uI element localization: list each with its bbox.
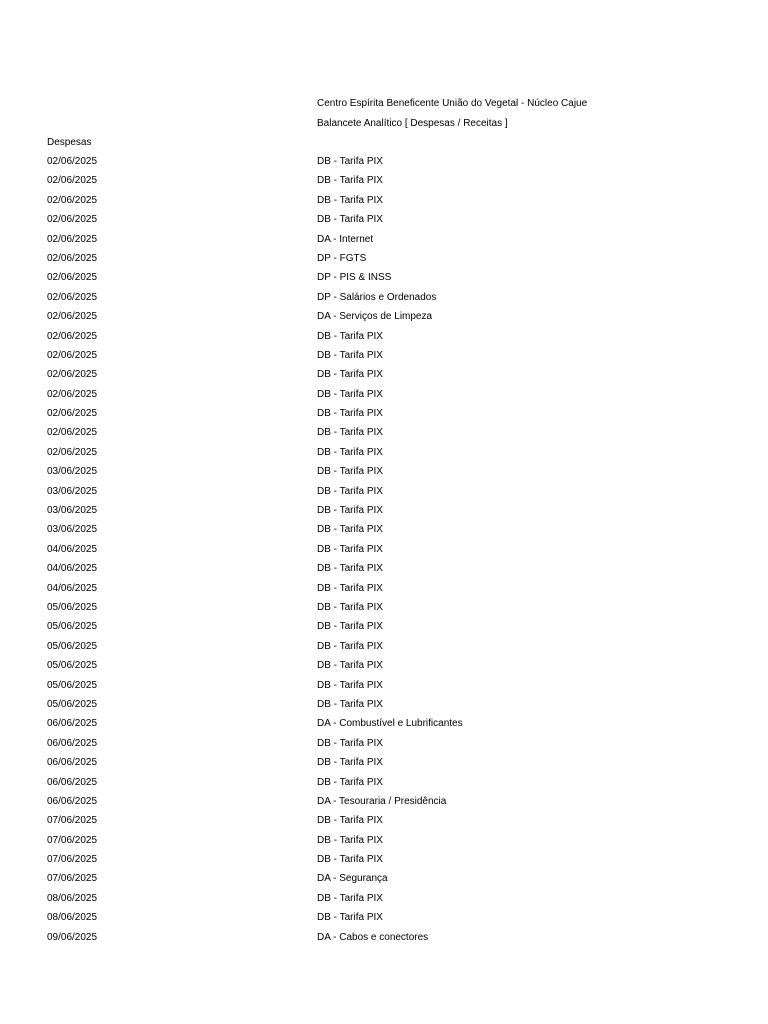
row-description: DB - Tarifa PIX xyxy=(317,698,383,710)
row-date: 04/06/2025 xyxy=(47,543,98,555)
row-description: DB - Tarifa PIX xyxy=(317,156,383,167)
table-row xyxy=(0,776,768,795)
row-description: DB - Tarifa PIX xyxy=(317,854,383,866)
table-row xyxy=(0,426,768,445)
row-description: DB - Tarifa PIX xyxy=(317,834,383,846)
row-description: DB - Tarifa PIX xyxy=(317,892,383,904)
row-description: DB - Tarifa PIX xyxy=(317,679,383,691)
row-date: 02/06/2025 xyxy=(47,369,98,381)
row-description: DB - Tarifa PIX xyxy=(317,640,383,652)
table-row xyxy=(0,291,768,310)
row-description: DB - Tarifa PIX xyxy=(317,349,383,361)
row-date: 04/06/2025 xyxy=(47,563,98,575)
row-date: 07/06/2025 xyxy=(47,834,98,846)
table-row xyxy=(0,252,768,271)
row-description: DB - Tarifa PIX xyxy=(317,427,383,439)
row-date: 05/06/2025 xyxy=(47,698,98,710)
row-description: DB - Tarifa PIX xyxy=(317,776,383,788)
row-description: DB - Tarifa PIX xyxy=(317,563,383,575)
table-row xyxy=(0,892,768,911)
row-date: 05/06/2025 xyxy=(47,679,98,691)
row-date: 02/06/2025 xyxy=(47,175,98,187)
table-row xyxy=(0,349,768,368)
table-row xyxy=(0,582,768,601)
table-row xyxy=(0,368,768,387)
row-date: 02/06/2025 xyxy=(47,233,98,245)
row-date: 02/06/2025 xyxy=(47,311,98,323)
row-description: DB - Tarifa PIX xyxy=(317,214,383,226)
table-row xyxy=(0,465,768,484)
row-description: DB - Tarifa PIX xyxy=(317,330,383,342)
row-description: DB - Tarifa PIX xyxy=(317,388,383,400)
row-date: 03/06/2025 xyxy=(47,485,98,497)
row-description: DA - Cabos e conectores xyxy=(317,931,429,943)
section-label-despesas: Despesas xyxy=(47,137,92,148)
row-date: 02/06/2025 xyxy=(47,388,98,400)
table-row xyxy=(0,834,768,853)
row-description: DB - Tarifa PIX xyxy=(317,369,383,381)
table-row xyxy=(0,174,768,193)
row-date: 06/06/2025 xyxy=(47,795,98,807)
row-description: DA - Segurança xyxy=(317,873,388,885)
row-description: DB - Tarifa PIX xyxy=(317,757,383,769)
table-row xyxy=(0,640,768,659)
row-date: 07/06/2025 xyxy=(47,815,98,827)
row-date: 04/06/2025 xyxy=(47,582,98,594)
row-description: DA - Serviços de Limpeza xyxy=(317,311,433,323)
table-row xyxy=(0,756,768,775)
table-row xyxy=(0,543,768,562)
row-description: DB - Tarifa PIX xyxy=(317,524,383,536)
table-row xyxy=(0,213,768,232)
table-row xyxy=(0,853,768,872)
table-row xyxy=(0,523,768,542)
table-row xyxy=(0,601,768,620)
row-date: 02/06/2025 xyxy=(47,272,98,284)
table-row xyxy=(0,155,768,174)
row-date: 02/06/2025 xyxy=(47,427,98,439)
row-date: 02/06/2025 xyxy=(47,330,98,342)
row-description: DB - Tarifa PIX xyxy=(317,601,383,613)
table-row xyxy=(0,446,768,465)
row-description: DB - Tarifa PIX xyxy=(317,505,383,517)
row-description: DB - Tarifa PIX xyxy=(317,815,383,827)
row-date: 02/06/2025 xyxy=(47,252,98,264)
row-description: DP - FGTS xyxy=(317,252,367,264)
row-date: 02/06/2025 xyxy=(47,408,98,420)
row-description: DP - Salários e Ordenados xyxy=(317,291,437,303)
table-row xyxy=(0,911,768,930)
row-description: DB - Tarifa PIX xyxy=(317,660,383,672)
expense-list xyxy=(0,155,768,950)
row-description: DB - Tarifa PIX xyxy=(317,408,383,420)
table-row xyxy=(0,795,768,814)
row-date: 07/06/2025 xyxy=(47,854,98,866)
row-date: 05/06/2025 xyxy=(47,621,98,633)
table-row xyxy=(0,407,768,426)
table-row xyxy=(0,233,768,252)
row-description: DA - Tesouraria / Presidência xyxy=(317,795,447,807)
row-date: 05/06/2025 xyxy=(47,640,98,652)
table-row xyxy=(0,931,768,950)
row-date: 06/06/2025 xyxy=(47,737,98,749)
report-subtitle: Balancete Analítico [ Despesas / Receitas ] xyxy=(317,118,508,129)
table-row xyxy=(0,504,768,523)
row-date: 09/06/2025 xyxy=(47,931,98,943)
table-row xyxy=(0,194,768,213)
row-description: DB - Tarifa PIX xyxy=(317,194,383,206)
row-date: 02/06/2025 xyxy=(47,446,98,458)
table-row xyxy=(0,717,768,736)
table-row xyxy=(0,814,768,833)
row-description: DB - Tarifa PIX xyxy=(317,621,383,633)
table-row xyxy=(0,271,768,290)
row-date: 08/06/2025 xyxy=(47,892,98,904)
row-date: 08/06/2025 xyxy=(47,912,98,924)
row-date: 06/06/2025 xyxy=(47,757,98,769)
row-description: DB - Tarifa PIX xyxy=(317,737,383,749)
row-date: 03/06/2025 xyxy=(47,505,98,517)
row-description: DB - Tarifa PIX xyxy=(317,912,383,924)
table-row xyxy=(0,310,768,329)
row-date: 03/06/2025 xyxy=(47,466,98,478)
row-date: 02/06/2025 xyxy=(47,156,98,167)
table-row xyxy=(0,659,768,678)
row-description: DA - Internet xyxy=(317,233,374,245)
table-row xyxy=(0,485,768,504)
row-date: 03/06/2025 xyxy=(47,524,98,536)
table-row xyxy=(0,388,768,407)
report-title: Centro Espírita Beneficente União do Vegetal - Núcleo Cajue xyxy=(317,98,588,109)
table-row xyxy=(0,330,768,349)
row-description: DB - Tarifa PIX xyxy=(317,175,383,187)
row-date: 02/06/2025 xyxy=(47,214,98,226)
row-description: DB - Tarifa PIX xyxy=(317,485,383,497)
row-description: DP - PIS & INSS xyxy=(317,272,392,284)
row-date: 05/06/2025 xyxy=(47,660,98,672)
row-description: DB - Tarifa PIX xyxy=(317,582,383,594)
row-date: 06/06/2025 xyxy=(47,718,98,730)
row-description: DB - Tarifa PIX xyxy=(317,466,383,478)
row-date: 07/06/2025 xyxy=(47,873,98,885)
row-date: 02/06/2025 xyxy=(47,194,98,206)
table-row xyxy=(0,737,768,756)
row-description: DB - Tarifa PIX xyxy=(317,543,383,555)
row-date: 02/06/2025 xyxy=(47,349,98,361)
table-row xyxy=(0,679,768,698)
table-row xyxy=(0,698,768,717)
table-row xyxy=(0,872,768,891)
row-description: DB - Tarifa PIX xyxy=(317,446,383,458)
table-row xyxy=(0,620,768,639)
row-description: DA - Combustível e Lubrificantes xyxy=(317,718,463,730)
row-date: 02/06/2025 xyxy=(47,291,98,303)
table-row xyxy=(0,562,768,581)
row-date: 05/06/2025 xyxy=(47,601,98,613)
row-date: 06/06/2025 xyxy=(47,776,98,788)
